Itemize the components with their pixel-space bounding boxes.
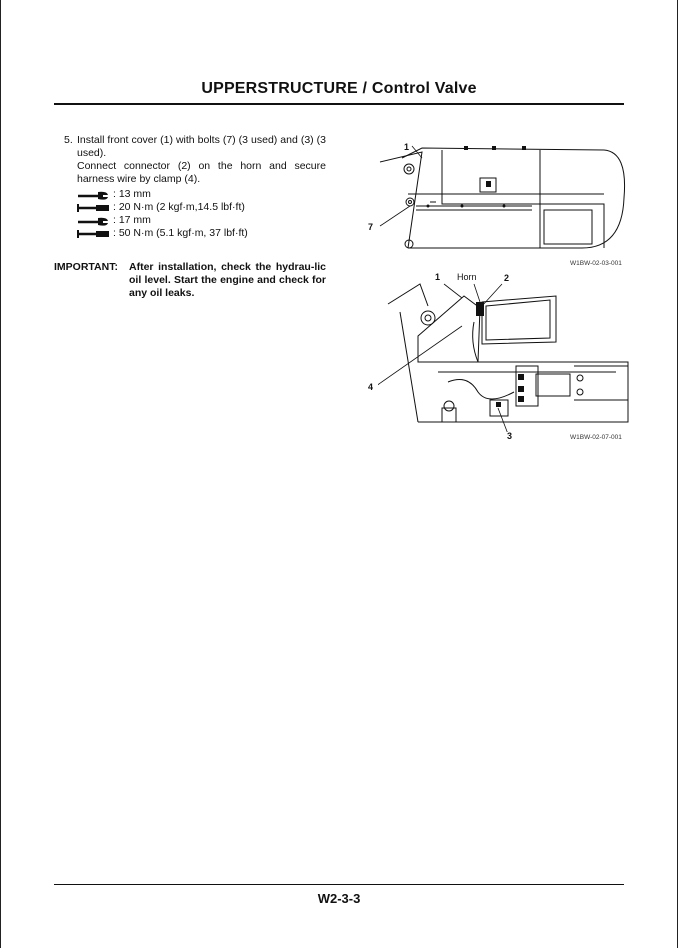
wrench-icon [76,216,110,226]
page-title: UPPERSTRUCTURE / Control Valve [201,80,477,97]
figure2-callout-4: 4 [368,382,374,392]
figure2-callout-1: 1 [435,272,441,282]
wrench-icon [76,190,110,200]
important-label: IMPORTANT: [54,261,118,273]
spec-row [76,188,151,201]
spec-text: : 13 mm [113,188,151,200]
spec-text: : 17 mm [113,214,151,226]
step-text-install: Install front cover (1) with bolts (7) (3 used) and (3) (3 used). [77,134,326,159]
important-note [54,261,326,300]
torque-wrench-icon [76,203,110,213]
figure2-callout-3: 3 [507,431,513,441]
page-border-left [0,0,1,948]
header-rule [54,103,624,105]
figure1-callout-7: 7 [368,222,374,232]
footer-rule [54,884,624,885]
step-5 [64,134,326,186]
spec-row [76,227,248,240]
horn-harness-illustration [378,282,630,432]
figure2-callout-2: 2 [504,273,510,283]
step-number: 5. [64,134,73,146]
figure2-callout-horn: Horn [457,272,477,282]
spec-row [76,201,245,214]
important-text: After installation, check the hydrau-lic oil level. Start the engine and check for any oil leaks. [129,261,326,299]
front-cover-illustration [372,138,628,256]
spec-row [76,214,151,227]
torque-wrench-icon [76,229,110,239]
figure1-callout-1: 1 [404,142,410,152]
figure2-code: W1BW-02-07-001 [570,434,622,441]
figure1-code: W1BW-02-03-001 [570,260,622,267]
step-text-connect: Connect connector (2) on the horn and secure harness wire by clamp (4). [77,160,326,185]
spec-text: : 20 N·m (2 kgf·m,14.5 lbf·ft) [113,201,245,213]
spec-text: : 50 N·m (5.1 kgf·m, 37 lbf·ft) [113,227,248,239]
page-number: W2-3-3 [317,891,361,906]
